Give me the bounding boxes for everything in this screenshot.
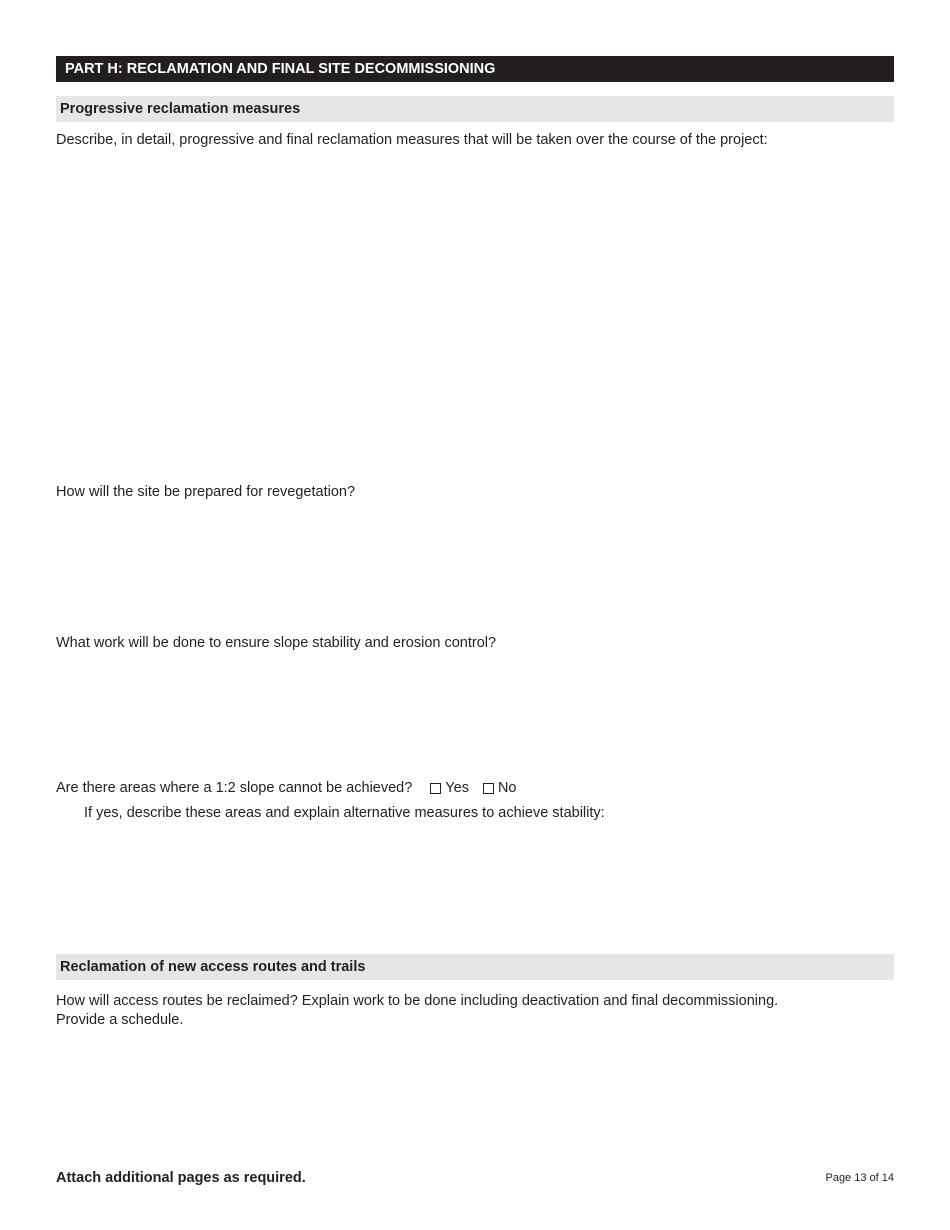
revegetation-answer-field[interactable] [56, 504, 894, 632]
slope-question-row [56, 779, 517, 798]
slope-stability-question: What work will be done to ensure slope stability and erosion control? [56, 635, 497, 651]
slope-followup-question: If yes, describe these areas and explain alternative measures to achieve stability: [84, 805, 605, 821]
slope-followup-answer-field[interactable] [56, 826, 894, 946]
progressive-reclamation-header: Progressive reclamation measures [56, 96, 894, 122]
access-routes-question-line2: Provide a schedule. [56, 1012, 184, 1028]
reclamation-measures-answer-field[interactable] [56, 152, 894, 477]
yes-option[interactable] [430, 779, 469, 798]
reclamation-measures-question: Describe, in detail, progressive and final reclamation measures that will be taken over the course of the project: [56, 132, 768, 148]
no-label: No [497, 780, 517, 796]
yes-label: Yes [445, 780, 469, 796]
part-h-header: PART H: RECLAMATION AND FINAL SITE DECOMMISSIONING [56, 56, 894, 82]
attach-pages-note: Attach additional pages as required. [56, 1170, 306, 1186]
yes-checkbox[interactable] [430, 783, 441, 794]
access-routes-header: Reclamation of new access routes and trails [56, 954, 894, 980]
revegetation-question: How will the site be prepared for revegetation? [56, 484, 356, 500]
page-number: Page 13 of 14 [825, 1172, 894, 1184]
no-option[interactable] [483, 779, 517, 798]
access-routes-answer-field[interactable] [56, 1034, 894, 1162]
access-routes-question-line1: How will access routes be reclaimed? Explain work to be done including deactivation and final decommissioning. [56, 993, 779, 1009]
slope-question-label: Are there areas where a 1:2 slope cannot be achieved? [56, 780, 413, 796]
no-checkbox[interactable] [483, 783, 494, 794]
slope-stability-answer-field[interactable] [56, 655, 894, 773]
